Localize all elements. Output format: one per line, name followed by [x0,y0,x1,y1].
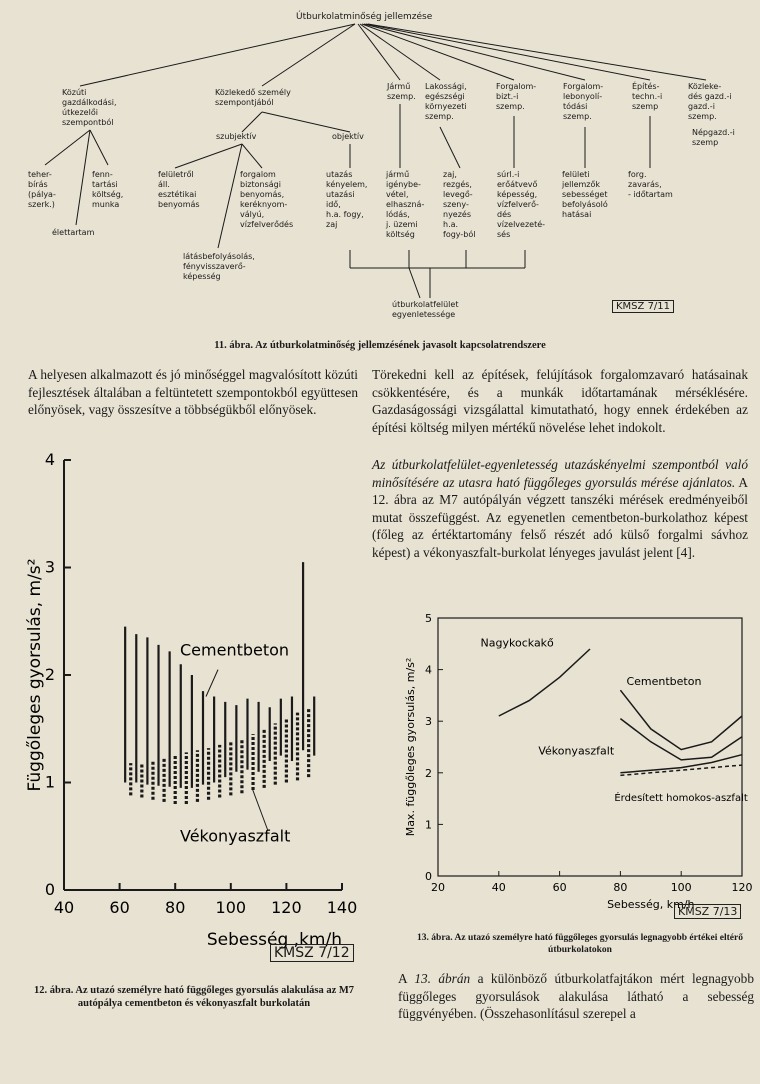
tree-zaj: zaj, rezgés, levegő- szeny- nyezés h.a. fogy-ból [443,170,476,239]
fig13-x-axis-label: Sebesség, km/h [607,898,695,911]
tree-epitestechn: Építés- techn.-i szemp [632,82,663,111]
fig13-stamp: KMSZ 7/13 [674,904,741,919]
fig13-label-vekonyaszfalt: Vékonyaszfalt [538,744,615,758]
tree-jarmuigenybe: jármű igénybe- vétel, elhaszná- lódás, j. üzemi költség [386,170,425,239]
bottom-paragraph-italic: 13. ábrán [414,971,471,986]
fig12-y-tick-label: 1 [44,772,55,792]
tree-szubjektiv: szubjektív [216,132,257,141]
fig12-y-tick-label: 0 [44,880,55,899]
tree-forgalomlebony: Forgalom- lebonyolí- tódási szemp. [563,82,604,121]
fig12-x-tick-label: 100 [215,898,247,917]
fig12-label-vekonyaszfalt: Vékonyaszfalt [180,826,291,846]
right-paragraph-1: Törekedni kell az építések, felújítások forgalomzavaró hatásainak csökkentésére, és a munkák időtartamának mérséklésére. Gazdaságossági vizsgálattal kimutatható, hogy ennek érdekében az építési költség milyen mértékű növelése lehet indokolt. [372,367,748,435]
bottom-paragraph [398,970,754,1023]
fig12-x-axis-label: Sebesség ,km/h [206,930,342,950]
tree-surlodas: súrl.-i erőátvevő képesség, vízfelverő- dés vízelvezeté- sés [497,170,546,239]
fig13-x-tick-label: 80 [613,881,628,894]
tree-objektiv: objektív [332,132,364,141]
right-paragraph-2-italic: Az útburkolatfelület-egyenletesség utazáskényelmi szempontból való minősítésére az utasra ható függőleges gyorsulás mérése ajánlatos. [372,457,748,490]
tree-nepgazd: Népgazd.-i szemp [692,128,735,147]
tree-utazaskenyelem: utazás kényelem, utazási idő, h.a. fogy, zaj [326,170,368,229]
figure-13-chart [380,604,760,914]
fig12-y-tick-label: 2 [44,665,55,684]
fig13-x-tick-label: 120 [731,881,753,894]
fig13-x-tick-label: 60 [552,881,567,894]
fig12-y-tick-label: 3 [44,557,55,577]
right-paragraph-2 [372,456,748,562]
fig12-x-tick-label: 40 [53,898,75,917]
bottom-paragraph-pre: A [398,971,415,986]
fig13-line-2 [620,690,742,749]
fig13-line-5 [620,765,742,775]
fig12-x-tick-label: 60 [109,898,130,917]
tree-kozlekedesgazd: Közleke- dés gazd.-i gazd.-i szemp. [688,82,732,121]
tree-feluletrol: felületről áll. esztétikai benyomás [158,170,200,209]
fig12-caption: 12. ábra. Az utazó személyre ható függőleges gyorsulás alakulása az M7 autópálya cementbeton és vékonyaszfalt burkolatán [33,985,355,1009]
fig12-pointer-vekonyaszfalt [252,788,268,831]
fig12-y-axis-label: Függőleges gyorsulás, m/s² [25,558,45,792]
fig13-y-tick-label: 0 [425,870,432,883]
fig12-stamp: KMSZ 7/12 [270,944,354,962]
fig13-label-nagykockako: Nagykockakő [480,636,554,650]
tree-latasbefolyasolas: látásbefolyásolás, fényvisszaverő- képesség [183,252,255,281]
tree-kozuti: Közúti gazdálkodási, útkezelői szempontból [62,88,117,127]
tree-lakossagi: Lakossági, egészségi környezeti szemp. [425,82,467,121]
fig13-y-tick-label: 2 [425,766,432,780]
fig13-y-tick-label: 1 [425,818,432,832]
fig12-x-tick-label: 80 [165,898,186,917]
fig12-y-tick-label: 4 [44,450,55,469]
fig12-label-cementbeton: Cementbeton [180,640,290,660]
tree-egyenletesseg: útburkolatfelület egyenletessége [392,300,459,319]
fig13-line-1 [499,649,590,716]
tree-forgalombizt: Forgalom- bizt.-i szemp. [496,82,537,111]
figure-12-chart [0,440,370,980]
tree-root: Útburkolatminőség jellemzése [296,12,433,22]
tree-kozlekedo: Közlekedő személy szempontjából [215,88,291,107]
fig12-x-tick-label: 140 [326,898,358,917]
fig12-x-tick-label: 120 [271,898,302,917]
bottom-paragraph-rest: a különböző útburkolatfajtákon mért legnagyobb függőleges gyorsulások alakulása látható a sebesség függvényében. (Összehasonlításul szerepel a [398,971,754,1022]
fig13-x-tick-label: 20 [431,881,445,894]
tree-fenntartasi: fenn- tartási költség, munka [92,170,124,209]
right-paragraph-2-rest: A 12. ábra az M7 autópályán végzett tanszéki mérések eredményeiből mutat összefüggést. Az egyenetlen cementbeton-burkolathoz képest (főleg az értéktartomány felső részét adó külső forgalmi sávhoz képest) a vékonyaszfalt-burkolat lényeges javulást jelent [4]. [372,474,748,560]
fig13-label-cementbeton: Cementbeton [626,675,702,689]
tree-forgzavaras: forg. zavarás, - időtartam [628,170,673,199]
left-paragraph: A helyesen alkalmazott és jó minőséggel magvalósított közúti fejlesztések általában a feltüntetett szempontokból együttesen előnyösek, vagy összesítve a többségükből előnyösek. [28,367,358,418]
tree-forgalombiztonsagi: forgalom biztonsági benyomás, keréknyom- vályú, vízfelverődés [240,170,294,229]
fig13-y-tick-label: 5 [425,612,432,625]
fig13-y-axis-label: Max. függőleges gyorsulás, m/s² [404,657,417,837]
fig13-line-4 [620,755,742,773]
fig12-pointer-cementbeton [206,670,218,697]
fig11-caption: 11. ábra. Az útburkolatminőség jellemzésének javasolt kapcsolatrendszere [214,340,546,351]
fig13-y-tick-label: 4 [425,663,432,677]
fig13-x-tick-label: 40 [491,881,506,894]
fig11-stamp: KMSZ 7/11 [612,300,674,313]
fig13-label-erdesitett: Érdesített homokos-aszfalt [614,793,748,805]
tree-teherbiras: teher- bírás (pálya- szerk.) [28,170,56,209]
fig13-x-tick-label: 100 [670,881,692,894]
tree-elettartam: élettartam [52,228,95,237]
fig13-y-tick-label: 3 [425,715,432,729]
tree-jarmu: Jármű szemp. [387,82,416,101]
fig13-line-3 [620,719,742,760]
tree-feluletijellem: felületi jellemzők sebességet befolyásoló hatásai [562,170,608,219]
fig13-caption: 13. ábra. Az utazó személyre ható függőleges gyorsulás legnagyobb értékei eltérő útburkolatokon [417,933,743,955]
